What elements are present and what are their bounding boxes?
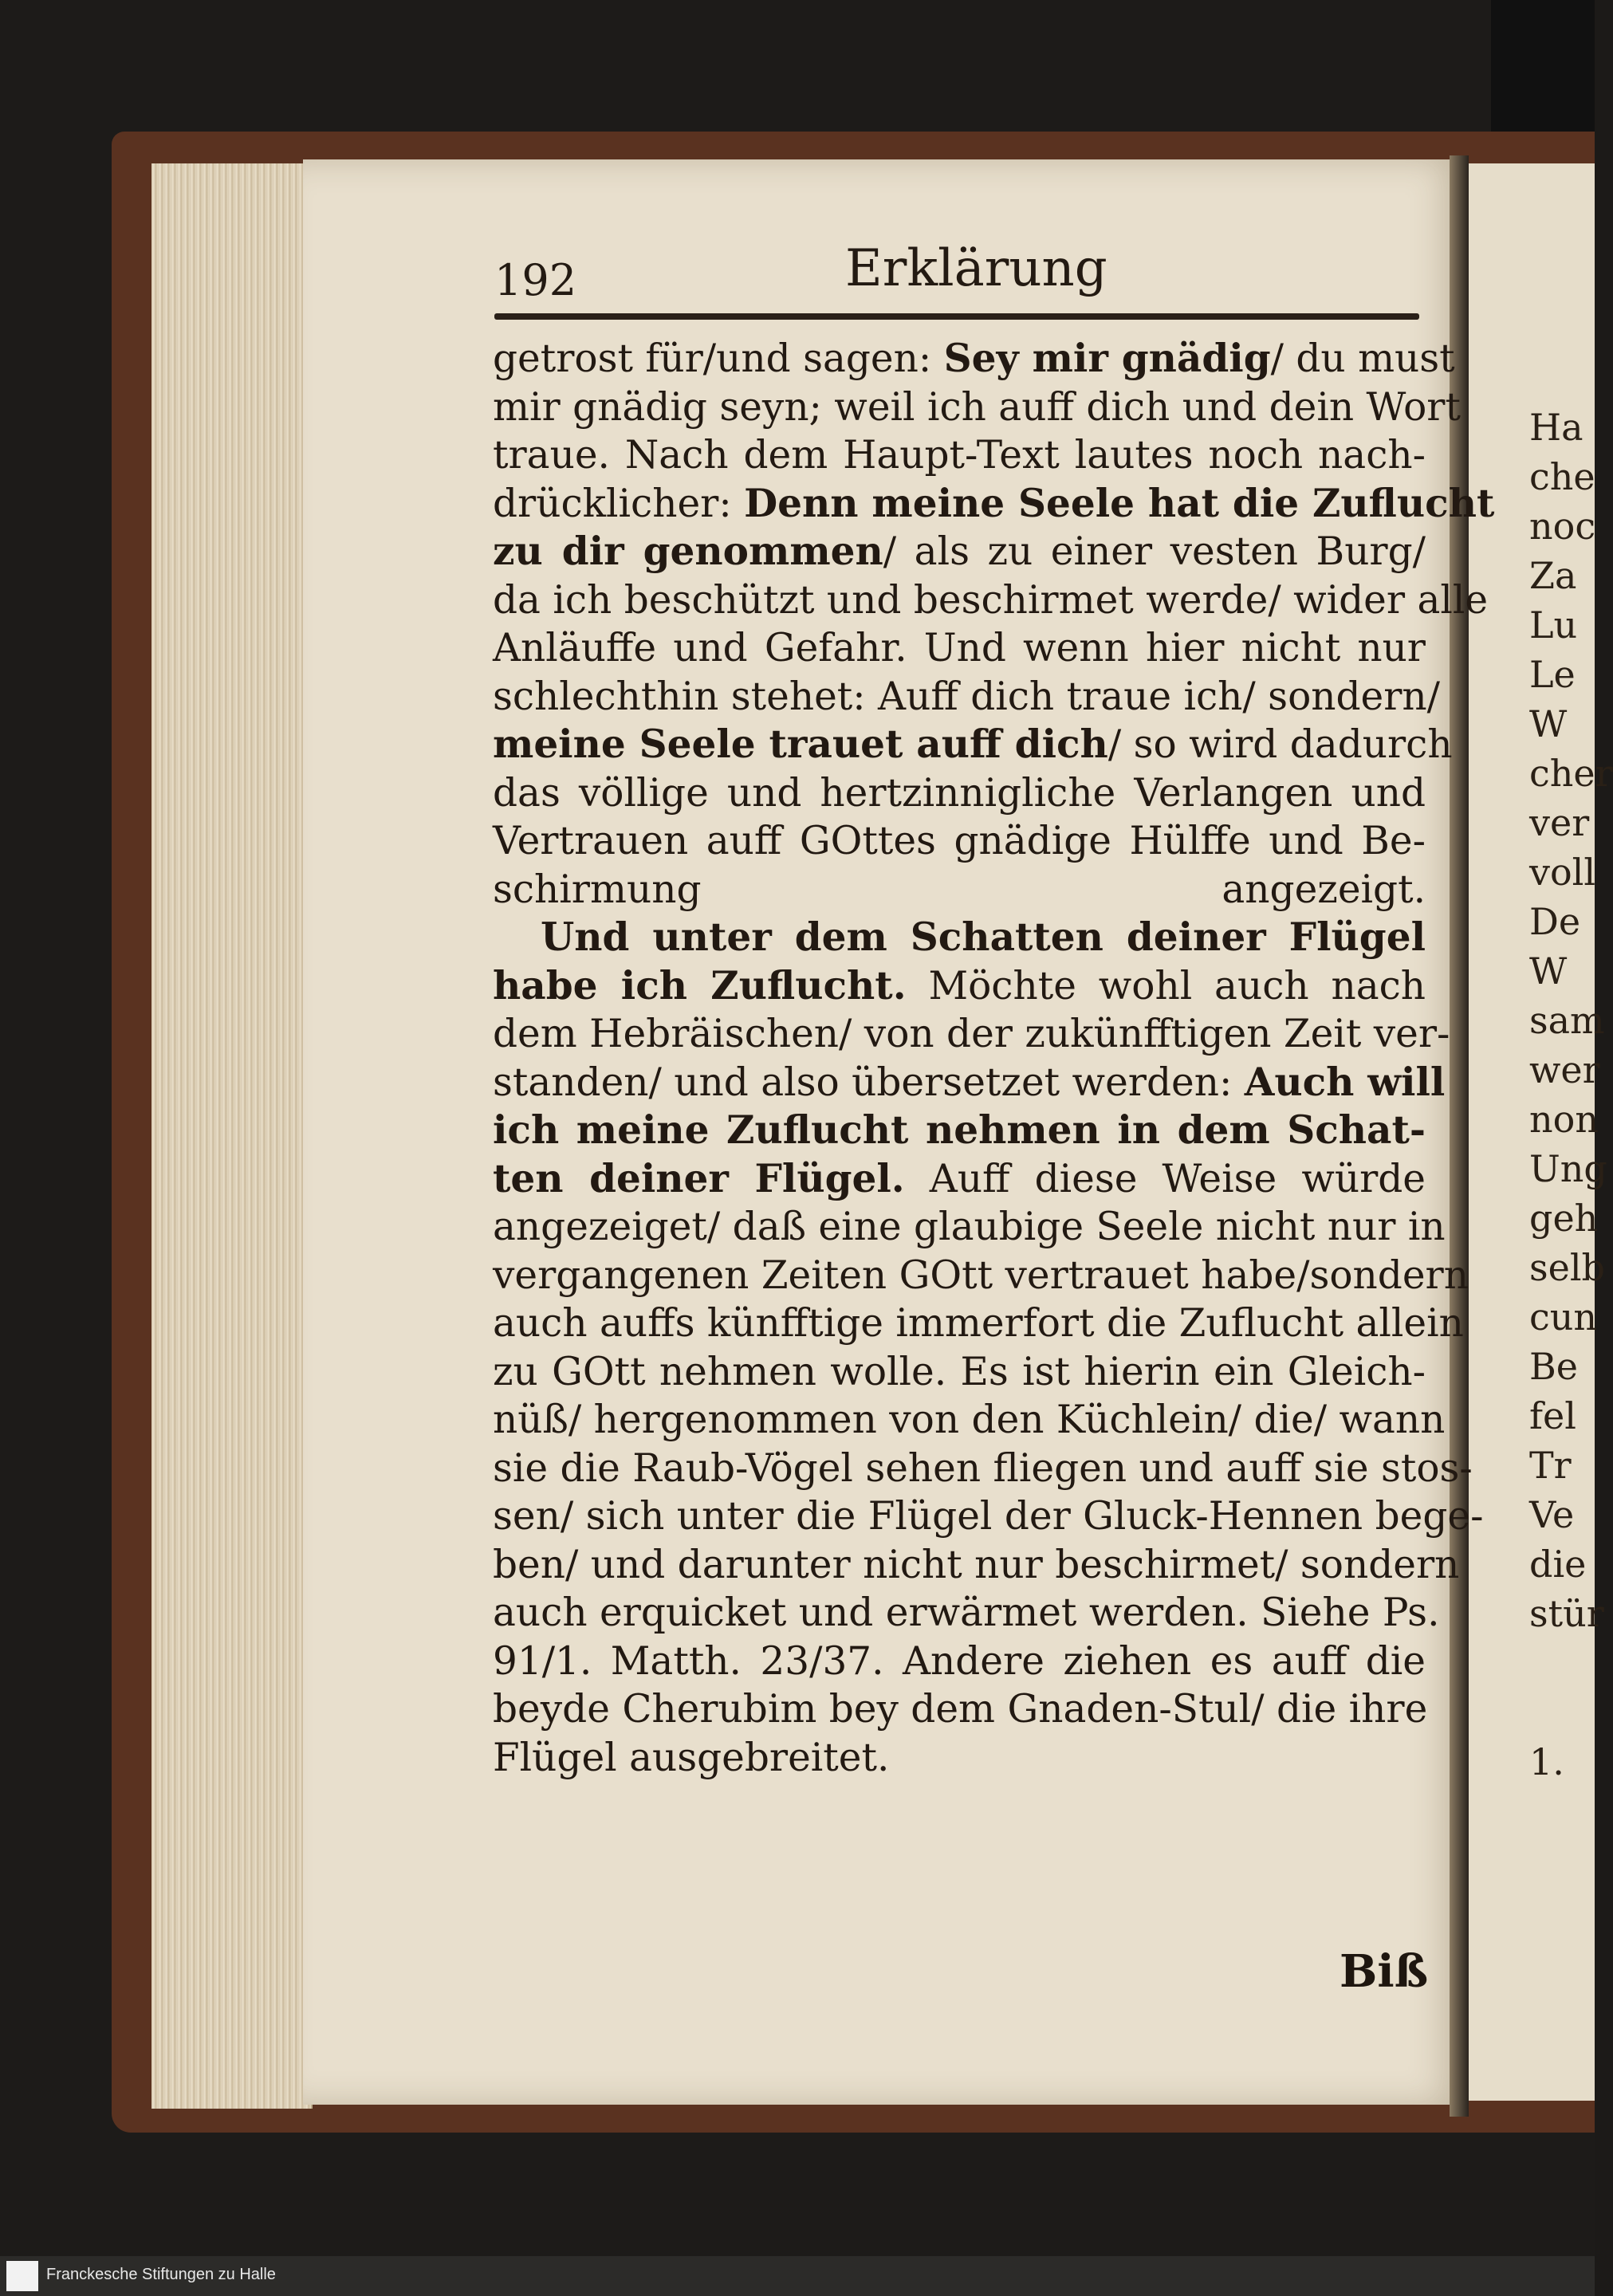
text-line bbox=[493, 1107, 1426, 1155]
right-page-fragment: non bbox=[1529, 1098, 1599, 1141]
bold-phrase: zu dir genommen bbox=[493, 529, 883, 574]
right-page-fragment: ver bbox=[1529, 801, 1590, 844]
right-page-fragment: Za bbox=[1529, 554, 1577, 597]
right-page-fragment: selb bbox=[1529, 1246, 1605, 1289]
text-line bbox=[493, 624, 1426, 673]
text-line bbox=[493, 817, 1426, 866]
text-line bbox=[493, 576, 1489, 625]
right-page-fragment: noc bbox=[1529, 505, 1596, 548]
right-page-fragment: die bbox=[1529, 1543, 1587, 1586]
text-line bbox=[493, 673, 1441, 721]
bold-phrase: Auch will bbox=[1244, 1059, 1446, 1105]
text-span: Auff diese Weise würde bbox=[904, 1156, 1426, 1201]
right-page-fragment: wer bbox=[1529, 1048, 1600, 1091]
bold-phrase: Sey mir gnädig bbox=[943, 336, 1271, 381]
page-edges bbox=[151, 163, 313, 2109]
text-line bbox=[493, 1299, 1464, 1348]
bold-phrase: meine Seele trauet auff dich bbox=[493, 721, 1108, 767]
text-span: auch erquicket und erwärmet werden. Siehe Ps. bbox=[493, 1590, 1440, 1635]
text-span: auch auffs künfftige immerfort die Zuflucht allein bbox=[493, 1301, 1464, 1346]
text-span: das völlige und hertzinnigliche Verlangen und bbox=[493, 770, 1426, 816]
text-span: mir gnädig seyn; weil ich auff dich und dein Wort bbox=[493, 384, 1461, 430]
right-page-fragment: Tr bbox=[1529, 1444, 1572, 1487]
catchword: Biß bbox=[1340, 1945, 1429, 1998]
text-span: ben/ und darunter nicht nur beschirmet/ sondern bbox=[493, 1542, 1460, 1587]
text-span: 91/1. Matth. 23/37. Andere ziehen es auff die bbox=[493, 1638, 1426, 1684]
text-span: Möchte wohl auch nach bbox=[906, 963, 1426, 1008]
text-line bbox=[493, 1203, 1446, 1252]
text-span: / du must bbox=[1270, 336, 1455, 381]
text-line bbox=[493, 1059, 1446, 1107]
text-span: / als zu einer vesten Burg/ bbox=[883, 529, 1426, 574]
right-page-fragment: De bbox=[1529, 900, 1581, 943]
text-line bbox=[493, 383, 1461, 432]
text-span: Anläuffe und Gefahr. Und wenn hier nicht nur bbox=[493, 626, 1426, 670]
footer-institution: Franckesche Stiftungen zu Halle bbox=[46, 2266, 276, 2283]
text-span: drücklicher: bbox=[493, 481, 745, 526]
text-line bbox=[493, 1396, 1446, 1445]
body-text bbox=[493, 335, 1495, 1782]
footer-bar bbox=[0, 2256, 1595, 2296]
right-page-fragment: fel bbox=[1529, 1394, 1576, 1437]
text-line bbox=[493, 1589, 1440, 1637]
text-line bbox=[493, 721, 1453, 769]
bold-phrase: Denn meine Seele hat die Zuflucht bbox=[744, 480, 1495, 526]
head-rule bbox=[494, 313, 1419, 320]
bold-phrase: ten deiner Flügel. bbox=[493, 1155, 905, 1201]
text-line bbox=[493, 480, 1495, 529]
text-span: traue. Nach dem Haupt-Text lautes noch nach- bbox=[493, 433, 1426, 478]
text-span: / so wird dadurch bbox=[1107, 722, 1453, 767]
right-page-fragment: Lu bbox=[1529, 603, 1578, 647]
text-line bbox=[493, 431, 1426, 480]
text-span: zu GOtt nehmen wolle. Es ist hierin ein Gleich- bbox=[493, 1349, 1426, 1394]
right-page-fragment: geh bbox=[1529, 1197, 1599, 1240]
text-line bbox=[493, 1734, 1426, 1783]
text-line bbox=[493, 866, 1426, 914]
text-line bbox=[493, 914, 1426, 962]
text-span: beyde Cherubim bey dem Gnaden-Stul/ die ihre bbox=[493, 1687, 1428, 1732]
text-span: sie die Raub-Vögel sehen fliegen und auff sie stos- bbox=[493, 1445, 1473, 1491]
text-line bbox=[493, 1492, 1484, 1541]
running-head-title: Erklärung bbox=[845, 239, 1107, 298]
text-span: angezeiget/ daß eine glaubige Seele nicht nur in bbox=[493, 1205, 1446, 1249]
right-page-fragment: W bbox=[1529, 949, 1568, 993]
text-span: da ich beschützt und beschirmet werde/ wider alle bbox=[493, 577, 1489, 623]
right-page-text-fragments bbox=[1529, 403, 1613, 1787]
text-span: schlechthin stehet: Auff dich traue ich/ sondern/ bbox=[493, 674, 1441, 719]
book-gutter bbox=[1450, 155, 1469, 2117]
right-page-fragment: Ung bbox=[1529, 1147, 1607, 1190]
running-head bbox=[494, 239, 1419, 319]
text-span: sen/ sich unter die Flügel der Gluck-Hennen bege- bbox=[493, 1494, 1484, 1539]
text-line bbox=[493, 769, 1426, 818]
text-span: getrost für/und sagen: bbox=[493, 336, 944, 381]
bold-phrase: habe ich Zuflucht. bbox=[493, 962, 907, 1008]
text-line bbox=[493, 1348, 1426, 1397]
text-line bbox=[493, 1685, 1426, 1734]
text-span: dem Hebräischen/ von der zukünfftigen Zeit ver- bbox=[493, 1012, 1450, 1056]
bold-phrase: Und unter dem Schatten deiner Flügel bbox=[541, 914, 1426, 960]
right-page-fragment bbox=[1529, 1638, 1595, 1688]
right-page-fragment bbox=[1529, 1688, 1595, 1737]
right-page-fragment: Be bbox=[1529, 1345, 1579, 1388]
right-page-fragment: cun bbox=[1529, 1295, 1598, 1339]
page-number: 192 bbox=[494, 255, 577, 305]
text-line bbox=[493, 1541, 1460, 1590]
text-span: nüß/ hergenommen von den Küchlein/ die/ wann bbox=[493, 1398, 1446, 1442]
text-line bbox=[493, 1445, 1473, 1493]
right-page-fragment: W bbox=[1529, 702, 1568, 745]
text-line bbox=[493, 1637, 1426, 1686]
right-page-fragment: Le bbox=[1529, 653, 1576, 696]
right-page-fragment: Ha bbox=[1529, 406, 1583, 449]
background-strip bbox=[1491, 0, 1595, 144]
text-line bbox=[493, 335, 1455, 383]
text-line bbox=[493, 962, 1426, 1011]
institution-logo-icon bbox=[6, 2261, 38, 2291]
text-span: Vertrauen auff GOttes gnädige Hülffe und Be- bbox=[493, 819, 1426, 863]
right-page-fragment: voll bbox=[1529, 851, 1596, 894]
right-page-fragment: che bbox=[1529, 455, 1595, 498]
text-line bbox=[493, 1252, 1469, 1300]
right-page-fragment: stür bbox=[1529, 1592, 1604, 1635]
text-line bbox=[493, 1010, 1450, 1059]
right-page-fragment: 1. bbox=[1529, 1740, 1564, 1783]
text-line bbox=[493, 528, 1426, 576]
right-page-fragment: cher bbox=[1529, 752, 1613, 795]
text-span: standen/ und also übersetzet werden: bbox=[493, 1060, 1245, 1105]
text-span: Flügel ausgebreitet. bbox=[493, 1735, 890, 1780]
text-span: schirmung angezeigt. bbox=[493, 867, 1426, 912]
bold-phrase: ich meine Zuflucht nehmen in dem Schat- bbox=[493, 1107, 1426, 1153]
text-span: vergangenen Zeiten GOtt vertrauet habe/sondern bbox=[493, 1252, 1469, 1298]
right-page-fragment: Ve bbox=[1529, 1493, 1575, 1536]
right-page-fragment: sam bbox=[1529, 999, 1605, 1042]
text-line bbox=[493, 1155, 1426, 1204]
